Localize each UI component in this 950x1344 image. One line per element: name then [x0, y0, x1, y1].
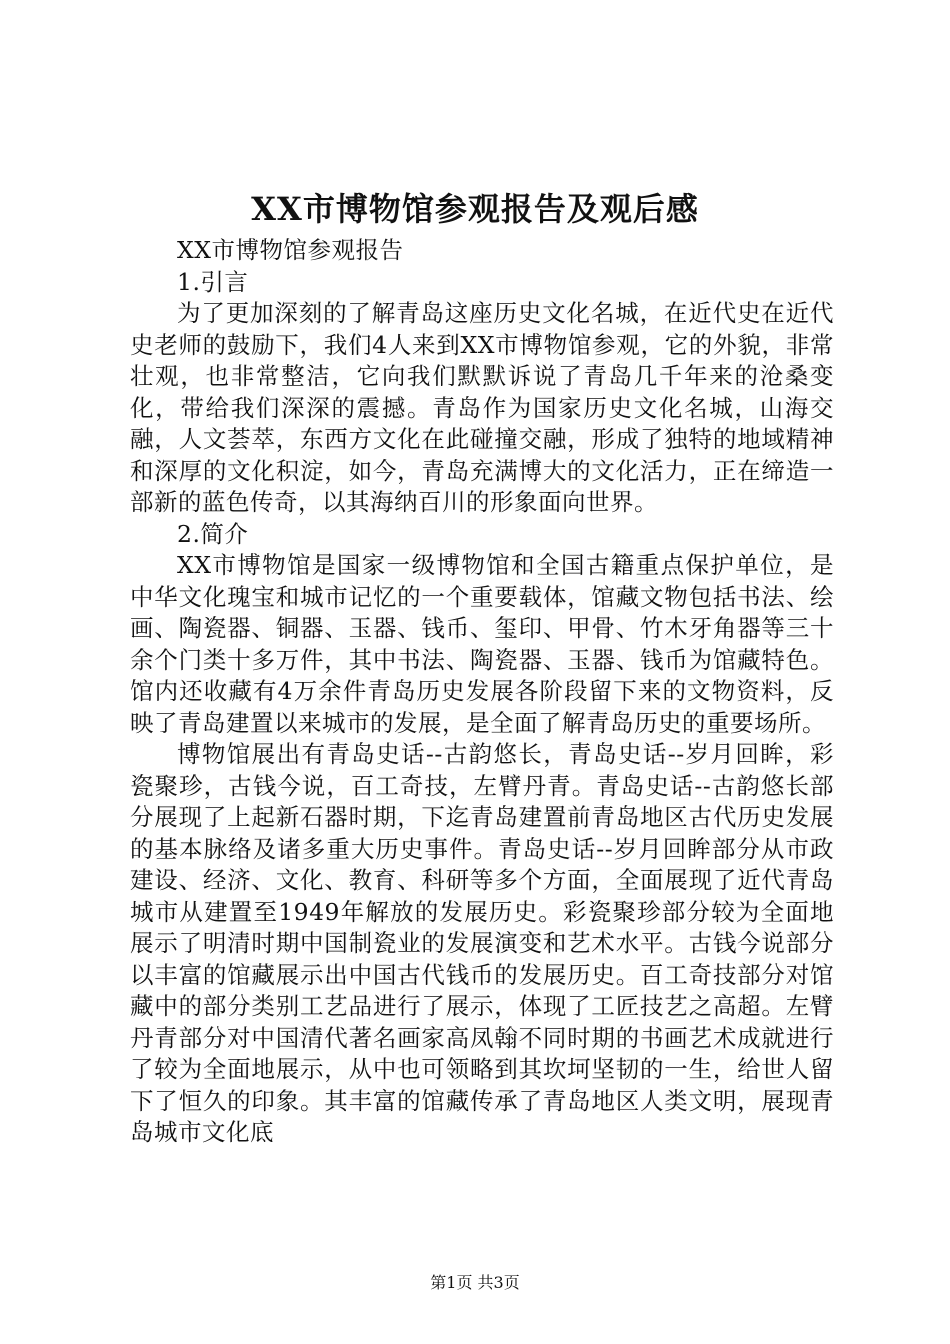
section-heading-overview: 2.简介	[177, 519, 249, 548]
section-heading-intro: 1.引言	[177, 267, 249, 296]
overview-paragraph: XX市博物馆是国家一级博物馆和全国古籍重点保护单位，是中华文化瑰宝和城市记忆的一个重要载体，馆藏文物包括书法、绘画、陶瓷器、铜器、玉器、钱币、玺印、甲骨、竹木牙角器等三十余个门类十多万件，其中书法、陶瓷器、玉器、钱币为馆藏特色。馆内还收藏有4万余件青岛历史发展各阶段留下来的文物资料，反映了青岛建置以来城市的发展，是全面了解青岛历史的重要场所。	[130, 551, 834, 737]
report-subtitle: XX市博物馆参观报告	[177, 236, 404, 264]
document-title: XX市博物馆参观报告及观后感	[251, 190, 699, 228]
exhibits-paragraph: 博物馆展出有青岛史话--古韵悠长，青岛史话--岁月回眸，彩瓷聚珍，古钱今说，百工奇技，左臂丹青。青岛史话--古韵悠长部分展现了上起新石器时期，下迄青岛建置前青岛地区古代历史发展的基本脉络及诸多重大历史事件。青岛史话--岁月回眸部分从市政建设、经济、文化、教育、科研等多个方面，全面展现了近代青岛城市从建置至1949年解放的发展历史。彩瓷聚珍部分较为全面地展示了明清时期中国制瓷业的发展演变和艺术水平。古钱今说部分以丰富的馆藏展示出中国古代钱币的发展历史。百工奇技部分对馆藏中的部分类别工艺品进行了展示，体现了工匠技艺之高超。左臂丹青部分对中国清代著名画家高凤翰不同时期的书画艺术成就进行了较为全面地展示，从中也可领略到其坎坷坚韧的一生，给世人留下了恒久的印象。其丰富的馆藏传承了青岛地区人类文明，展现青岛城市文化底	[130, 740, 834, 1146]
document-body	[130, 235, 834, 1149]
page-number: 第1页 共3页	[430, 1273, 520, 1292]
intro-paragraph: 为了更加深刻的了解青岛这座历史文化名城，在近代史在近代史老师的鼓励下，我们4人来到XX市博物馆参观，它的外貌，非常壮观，也非常整洁，它向我们默默诉说了青岛几千年来的沧桑变化，带给我们深深的震撼。青岛作为国家历史文化名城，山海交融，人文荟萃，东西方文化在此碰撞交融，形成了独特的地域精神和深厚的文化积淀，如今，青岛充满博大的文化活力，正在缔造一部新的蓝色传奇，以其海纳百川的形象面向世界。	[130, 299, 834, 516]
